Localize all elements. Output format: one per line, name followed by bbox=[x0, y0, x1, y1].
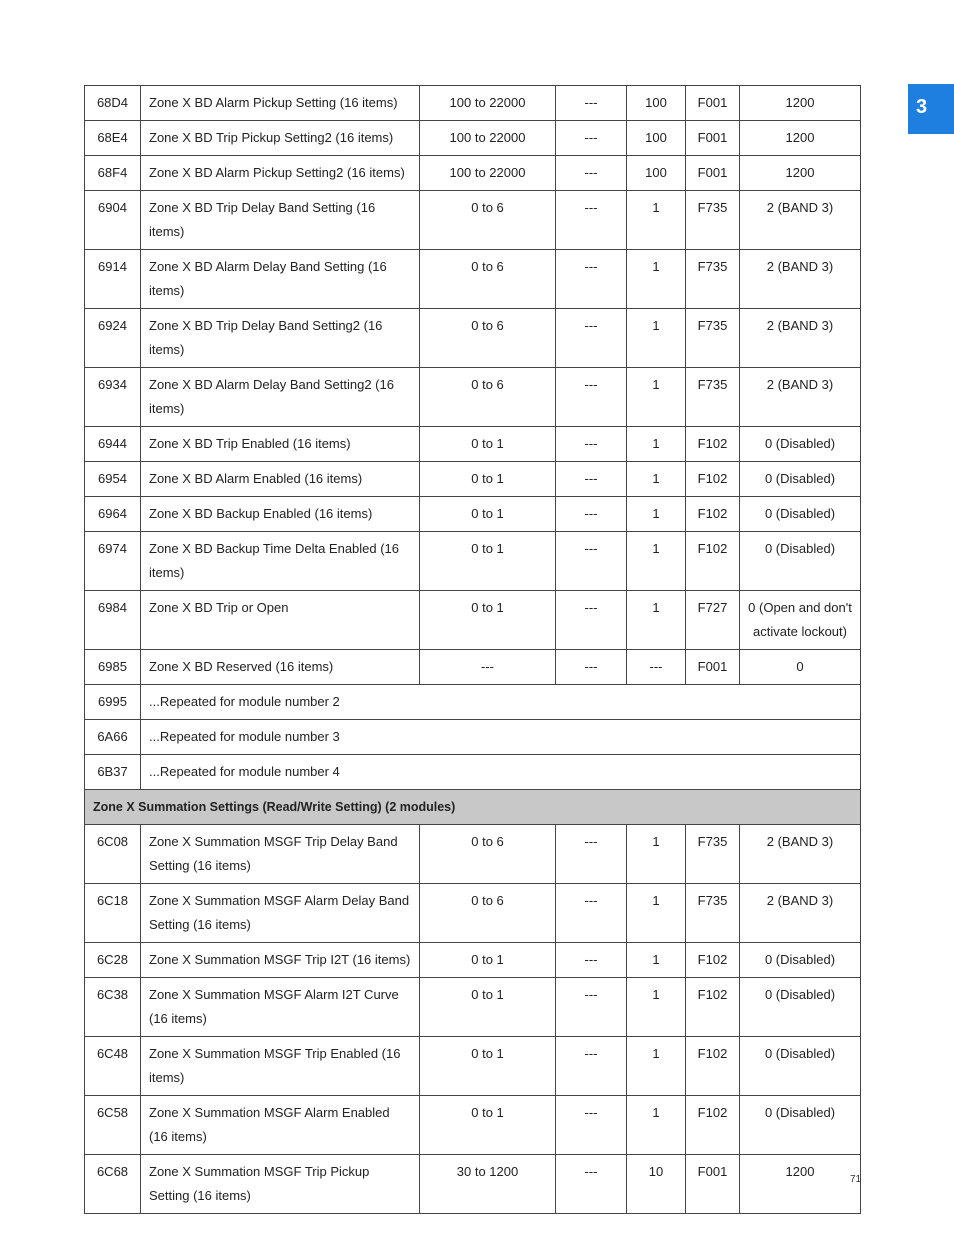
cell-default: 2 (BAND 3) bbox=[740, 250, 861, 309]
cell-format: F735 bbox=[686, 884, 740, 943]
cell-range: 0 to 1 bbox=[420, 978, 556, 1037]
cell-units: --- bbox=[556, 591, 627, 650]
repeat-note-row bbox=[85, 685, 861, 720]
table-row bbox=[85, 309, 861, 368]
cell-units: --- bbox=[556, 1155, 627, 1214]
table-row bbox=[85, 884, 861, 943]
table-row bbox=[85, 1155, 861, 1214]
cell-default: 1200 bbox=[740, 121, 861, 156]
cell-step: 1 bbox=[627, 943, 686, 978]
cell-default: 2 (BAND 3) bbox=[740, 368, 861, 427]
cell-range: 100 to 22000 bbox=[420, 121, 556, 156]
cell-range: 0 to 1 bbox=[420, 1096, 556, 1155]
cell-range: 0 to 1 bbox=[420, 462, 556, 497]
cell-step: 1 bbox=[627, 191, 686, 250]
cell-name: Zone X BD Alarm Delay Band Setting2 (16 items) bbox=[141, 368, 420, 427]
cell-default: 0 (Disabled) bbox=[740, 978, 861, 1037]
cell-default: 0 (Disabled) bbox=[740, 462, 861, 497]
table-row bbox=[85, 943, 861, 978]
cell-format: F735 bbox=[686, 191, 740, 250]
cell-addr: 6B37 bbox=[85, 755, 141, 790]
cell-step: --- bbox=[627, 650, 686, 685]
cell-step: 1 bbox=[627, 368, 686, 427]
cell-default: 0 (Disabled) bbox=[740, 1037, 861, 1096]
cell-format: F001 bbox=[686, 156, 740, 191]
register-table-body bbox=[85, 86, 861, 1214]
cell-name: Zone X BD Alarm Pickup Setting2 (16 items) bbox=[141, 156, 420, 191]
cell-name: Zone X BD Alarm Pickup Setting (16 items) bbox=[141, 86, 420, 121]
cell-units: --- bbox=[556, 309, 627, 368]
table-row bbox=[85, 250, 861, 309]
cell-name: Zone X BD Trip Delay Band Setting2 (16 items) bbox=[141, 309, 420, 368]
cell-format: F735 bbox=[686, 368, 740, 427]
cell-addr: 6C68 bbox=[85, 1155, 141, 1214]
cell-name: Zone X BD Reserved (16 items) bbox=[141, 650, 420, 685]
cell-addr: 6C18 bbox=[85, 884, 141, 943]
cell-addr: 6C58 bbox=[85, 1096, 141, 1155]
cell-format: F102 bbox=[686, 462, 740, 497]
table-row bbox=[85, 978, 861, 1037]
cell-step: 1 bbox=[627, 497, 686, 532]
cell-default: 0 (Disabled) bbox=[740, 427, 861, 462]
cell-default: 2 (BAND 3) bbox=[740, 825, 861, 884]
cell-addr: 6984 bbox=[85, 591, 141, 650]
cell-range: 0 to 6 bbox=[420, 368, 556, 427]
table-row bbox=[85, 1096, 861, 1155]
cell-units: --- bbox=[556, 156, 627, 191]
cell-range: --- bbox=[420, 650, 556, 685]
cell-range: 0 to 1 bbox=[420, 591, 556, 650]
cell-default: 1200 bbox=[740, 86, 861, 121]
cell-format: F001 bbox=[686, 86, 740, 121]
cell-name: Zone X Summation MSGF Alarm Delay Band Setting (16 items) bbox=[141, 884, 420, 943]
cell-name: Zone X BD Alarm Delay Band Setting (16 items) bbox=[141, 250, 420, 309]
table-row bbox=[85, 462, 861, 497]
cell-default: 1200 bbox=[740, 1155, 861, 1214]
cell-range: 0 to 6 bbox=[420, 825, 556, 884]
cell-format: F735 bbox=[686, 309, 740, 368]
cell-format: F735 bbox=[686, 825, 740, 884]
cell-range: 0 to 1 bbox=[420, 1037, 556, 1096]
cell-units: --- bbox=[556, 825, 627, 884]
cell-addr: 6914 bbox=[85, 250, 141, 309]
section-header-row bbox=[85, 790, 861, 825]
cell-repeat-note: ...Repeated for module number 4 bbox=[141, 755, 861, 790]
cell-default: 0 (Disabled) bbox=[740, 532, 861, 591]
cell-addr: 6C08 bbox=[85, 825, 141, 884]
cell-units: --- bbox=[556, 1096, 627, 1155]
cell-addr: 6974 bbox=[85, 532, 141, 591]
cell-units: --- bbox=[556, 978, 627, 1037]
cell-step: 1 bbox=[627, 250, 686, 309]
table-row bbox=[85, 1037, 861, 1096]
cell-step: 1 bbox=[627, 884, 686, 943]
cell-name: Zone X Summation MSGF Trip I2T (16 items) bbox=[141, 943, 420, 978]
cell-default: 0 (Disabled) bbox=[740, 497, 861, 532]
cell-units: --- bbox=[556, 497, 627, 532]
cell-units: --- bbox=[556, 650, 627, 685]
cell-default: 1200 bbox=[740, 156, 861, 191]
page-number: 71 bbox=[850, 1174, 862, 1185]
cell-format: F001 bbox=[686, 121, 740, 156]
cell-name: Zone X Summation MSGF Trip Delay Band Setting (16 items) bbox=[141, 825, 420, 884]
cell-name: Zone X Summation MSGF Trip Pickup Setting (16 items) bbox=[141, 1155, 420, 1214]
cell-addr: 68D4 bbox=[85, 86, 141, 121]
cell-name: Zone X BD Alarm Enabled (16 items) bbox=[141, 462, 420, 497]
cell-addr: 68F4 bbox=[85, 156, 141, 191]
cell-step: 10 bbox=[627, 1155, 686, 1214]
cell-format: F727 bbox=[686, 591, 740, 650]
cell-format: F102 bbox=[686, 532, 740, 591]
table-row bbox=[85, 368, 861, 427]
cell-addr: 6904 bbox=[85, 191, 141, 250]
cell-addr: 68E4 bbox=[85, 121, 141, 156]
cell-default: 2 (BAND 3) bbox=[740, 191, 861, 250]
cell-repeat-note: ...Repeated for module number 2 bbox=[141, 685, 861, 720]
cell-format: F001 bbox=[686, 1155, 740, 1214]
table-row bbox=[85, 191, 861, 250]
cell-addr: 6985 bbox=[85, 650, 141, 685]
cell-units: --- bbox=[556, 86, 627, 121]
cell-step: 1 bbox=[627, 591, 686, 650]
cell-units: --- bbox=[556, 191, 627, 250]
table-row bbox=[85, 650, 861, 685]
table-row bbox=[85, 121, 861, 156]
cell-addr: 6A66 bbox=[85, 720, 141, 755]
cell-units: --- bbox=[556, 1037, 627, 1096]
cell-step: 1 bbox=[627, 1037, 686, 1096]
section-title: Zone X Summation Settings (Read/Write Setting) (2 modules) bbox=[85, 790, 861, 825]
cell-step: 1 bbox=[627, 309, 686, 368]
register-table bbox=[84, 85, 861, 1214]
table-row bbox=[85, 86, 861, 121]
table-row bbox=[85, 427, 861, 462]
cell-format: F102 bbox=[686, 497, 740, 532]
cell-format: F735 bbox=[686, 250, 740, 309]
cell-step: 1 bbox=[627, 532, 686, 591]
cell-units: --- bbox=[556, 121, 627, 156]
cell-step: 1 bbox=[627, 978, 686, 1037]
cell-units: --- bbox=[556, 462, 627, 497]
cell-name: Zone X Summation MSGF Alarm Enabled (16 items) bbox=[141, 1096, 420, 1155]
cell-name: Zone X BD Trip Enabled (16 items) bbox=[141, 427, 420, 462]
cell-name: Zone X Summation MSGF Alarm I2T Curve (16 items) bbox=[141, 978, 420, 1037]
cell-addr: 6964 bbox=[85, 497, 141, 532]
cell-step: 1 bbox=[627, 462, 686, 497]
cell-units: --- bbox=[556, 427, 627, 462]
cell-default: 0 (Disabled) bbox=[740, 943, 861, 978]
cell-name: Zone X BD Backup Enabled (16 items) bbox=[141, 497, 420, 532]
cell-range: 0 to 6 bbox=[420, 309, 556, 368]
cell-default: 0 (Open and don't activate lockout) bbox=[740, 591, 861, 650]
cell-range: 30 to 1200 bbox=[420, 1155, 556, 1214]
cell-addr: 6C38 bbox=[85, 978, 141, 1037]
cell-range: 0 to 6 bbox=[420, 191, 556, 250]
cell-units: --- bbox=[556, 532, 627, 591]
table-row bbox=[85, 497, 861, 532]
table-row bbox=[85, 156, 861, 191]
repeat-note-row bbox=[85, 720, 861, 755]
table-row bbox=[85, 532, 861, 591]
cell-name: Zone X BD Trip Pickup Setting2 (16 items) bbox=[141, 121, 420, 156]
cell-range: 100 to 22000 bbox=[420, 156, 556, 191]
cell-repeat-note: ...Repeated for module number 3 bbox=[141, 720, 861, 755]
cell-name: Zone X BD Trip or Open bbox=[141, 591, 420, 650]
cell-step: 100 bbox=[627, 156, 686, 191]
cell-units: --- bbox=[556, 368, 627, 427]
cell-addr: 6C48 bbox=[85, 1037, 141, 1096]
cell-step: 100 bbox=[627, 121, 686, 156]
cell-units: --- bbox=[556, 884, 627, 943]
cell-range: 0 to 6 bbox=[420, 250, 556, 309]
cell-addr: 6944 bbox=[85, 427, 141, 462]
cell-name: Zone X Summation MSGF Trip Enabled (16 items) bbox=[141, 1037, 420, 1096]
cell-default: 0 (Disabled) bbox=[740, 1096, 861, 1155]
cell-format: F102 bbox=[686, 943, 740, 978]
cell-format: F102 bbox=[686, 978, 740, 1037]
cell-range: 0 to 1 bbox=[420, 427, 556, 462]
cell-format: F102 bbox=[686, 1037, 740, 1096]
cell-range: 0 to 1 bbox=[420, 532, 556, 591]
cell-range: 100 to 22000 bbox=[420, 86, 556, 121]
cell-addr: 6924 bbox=[85, 309, 141, 368]
cell-format: F102 bbox=[686, 1096, 740, 1155]
cell-units: --- bbox=[556, 943, 627, 978]
cell-addr: 6C28 bbox=[85, 943, 141, 978]
cell-default: 2 (BAND 3) bbox=[740, 884, 861, 943]
cell-addr: 6995 bbox=[85, 685, 141, 720]
cell-range: 0 to 1 bbox=[420, 943, 556, 978]
cell-range: 0 to 1 bbox=[420, 497, 556, 532]
cell-default: 2 (BAND 3) bbox=[740, 309, 861, 368]
cell-addr: 6954 bbox=[85, 462, 141, 497]
cell-step: 1 bbox=[627, 427, 686, 462]
cell-name: Zone X BD Trip Delay Band Setting (16 items) bbox=[141, 191, 420, 250]
cell-format: F001 bbox=[686, 650, 740, 685]
cell-units: --- bbox=[556, 250, 627, 309]
chapter-tab: 3 bbox=[908, 84, 954, 134]
cell-range: 0 to 6 bbox=[420, 884, 556, 943]
cell-step: 1 bbox=[627, 825, 686, 884]
cell-addr: 6934 bbox=[85, 368, 141, 427]
cell-step: 1 bbox=[627, 1096, 686, 1155]
cell-name: Zone X BD Backup Time Delta Enabled (16 items) bbox=[141, 532, 420, 591]
repeat-note-row bbox=[85, 755, 861, 790]
table-row bbox=[85, 825, 861, 884]
cell-format: F102 bbox=[686, 427, 740, 462]
cell-step: 100 bbox=[627, 86, 686, 121]
table-row bbox=[85, 591, 861, 650]
cell-default: 0 bbox=[740, 650, 861, 685]
